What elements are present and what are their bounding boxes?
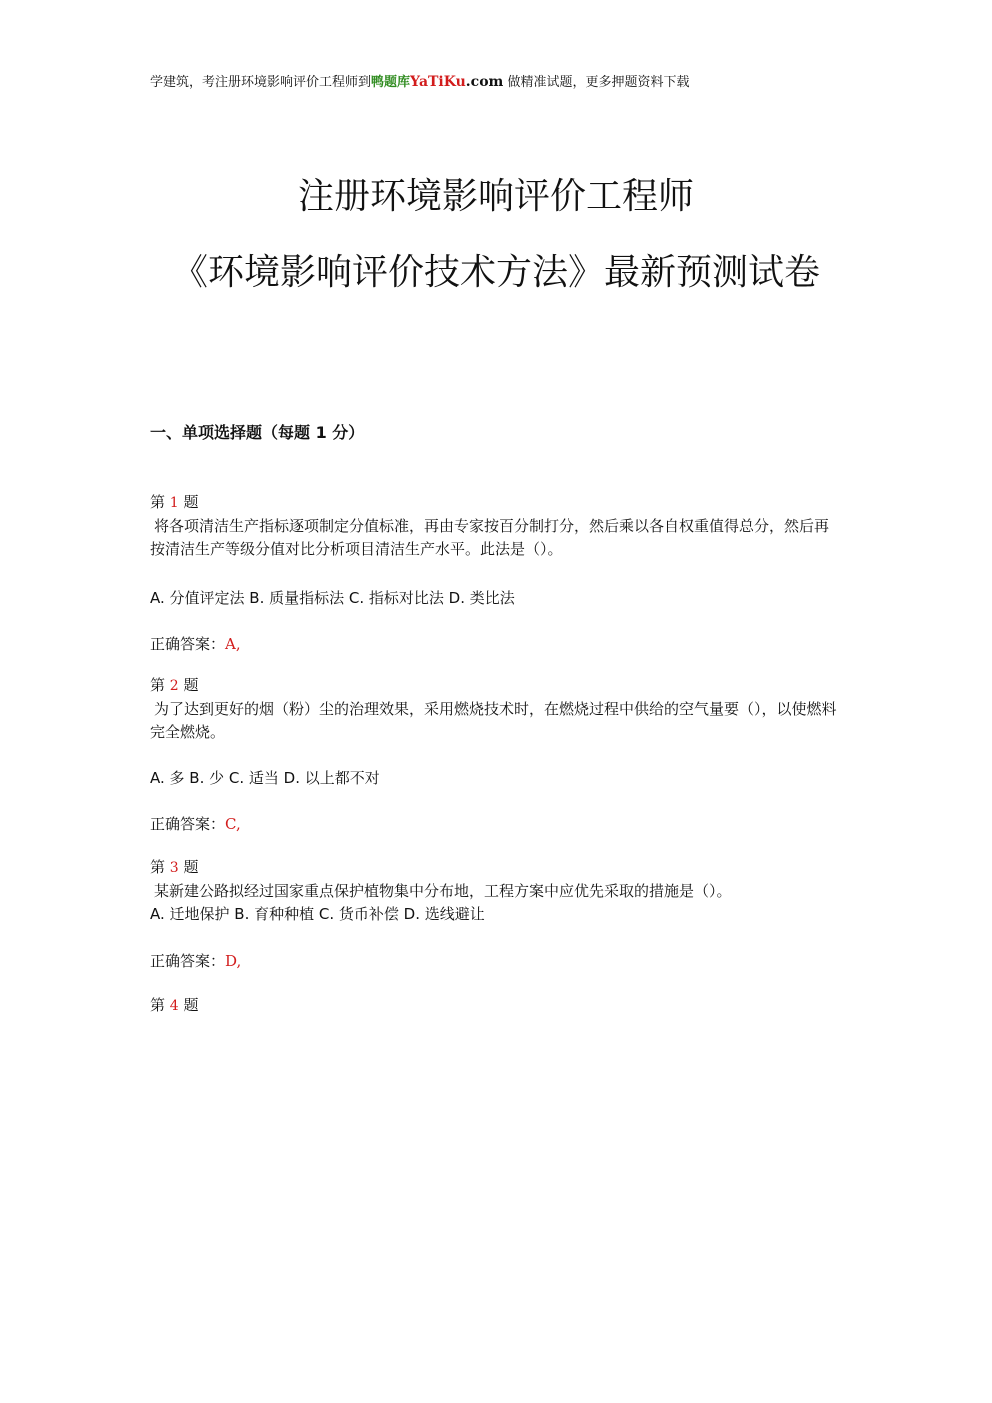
- answer-label: 正确答案：: [150, 815, 226, 833]
- question-number: 2: [169, 678, 179, 694]
- document-title-line2: 《环境影响评价技术方法》最新预测试卷: [171, 252, 820, 293]
- question-label-suffix: 题: [183, 493, 199, 511]
- question-options: A. 多 B. 少 C. 适当 D. 以上都不对: [150, 769, 380, 787]
- question-answer: [150, 633, 842, 656]
- question-number: 4: [169, 998, 179, 1014]
- document-title-line1: 注册环境影响评价工程师: [297, 176, 694, 217]
- question-label-prefix: 第: [150, 676, 166, 694]
- question-text: 将各项清洁生产指标逐项制定分值标准，再由专家按百分制打分，然后乘以各自权重值得总分，然后再按清洁生产等级分值对比分析项目清洁生产水平。此法是（）。: [150, 517, 830, 558]
- question-4: [150, 994, 842, 1018]
- question-3: [150, 856, 842, 973]
- question-label-suffix: 题: [183, 676, 199, 694]
- question-number: 3: [169, 860, 179, 876]
- question-label-prefix: 第: [150, 996, 166, 1014]
- question-text: 某新建公路拟经过国家重点保护植物集中分布地，工程方案中应优先采取的措施是（）。: [154, 882, 732, 900]
- question-number-line: [150, 856, 842, 880]
- question-number-line: [150, 994, 842, 1018]
- answer-value: D,: [225, 952, 242, 970]
- brand-latin[interactable]: YaTiKu: [410, 74, 466, 90]
- question-label-prefix: 第: [150, 493, 166, 511]
- question-number-line: [150, 491, 842, 515]
- question-answer: [150, 813, 842, 836]
- question-label-suffix: 题: [183, 996, 199, 1014]
- question-1: [150, 491, 842, 656]
- answer-value: A,: [225, 635, 241, 653]
- page-header: [150, 72, 910, 93]
- header-prefix: 学建筑，考注册环境影响评价工程师到: [150, 75, 372, 90]
- answer-label: 正确答案：: [150, 952, 226, 970]
- answer-value: C,: [225, 815, 241, 833]
- header-suffix: 做精准试题，更多押题资料下载: [503, 75, 690, 90]
- question-options: A. 分值评定法 B. 质量指标法 C. 指标对比法 D. 类比法: [150, 589, 515, 607]
- question-2: [150, 674, 842, 836]
- question-answer: [150, 950, 842, 973]
- brand-cn[interactable]: 鸭题库: [371, 75, 411, 90]
- question-number-line: [150, 674, 842, 698]
- question-options: A. 迁地保护 B. 育种种植 C. 货币补偿 D. 选线避让: [150, 905, 485, 923]
- question-label-suffix: 题: [183, 858, 199, 876]
- question-number: 1: [169, 495, 179, 511]
- section-heading: 一、单项选择题（每题 1 分）: [150, 423, 365, 442]
- question-label-prefix: 第: [150, 858, 166, 876]
- question-text: 为了达到更好的烟（粉）尘的治理效果，采用燃烧技术时，在燃烧过程中供给的空气量要（），以使燃料完全燃烧。: [150, 700, 837, 741]
- answer-label: 正确答案：: [150, 635, 226, 653]
- brand-suffix[interactable]: .com: [465, 74, 504, 90]
